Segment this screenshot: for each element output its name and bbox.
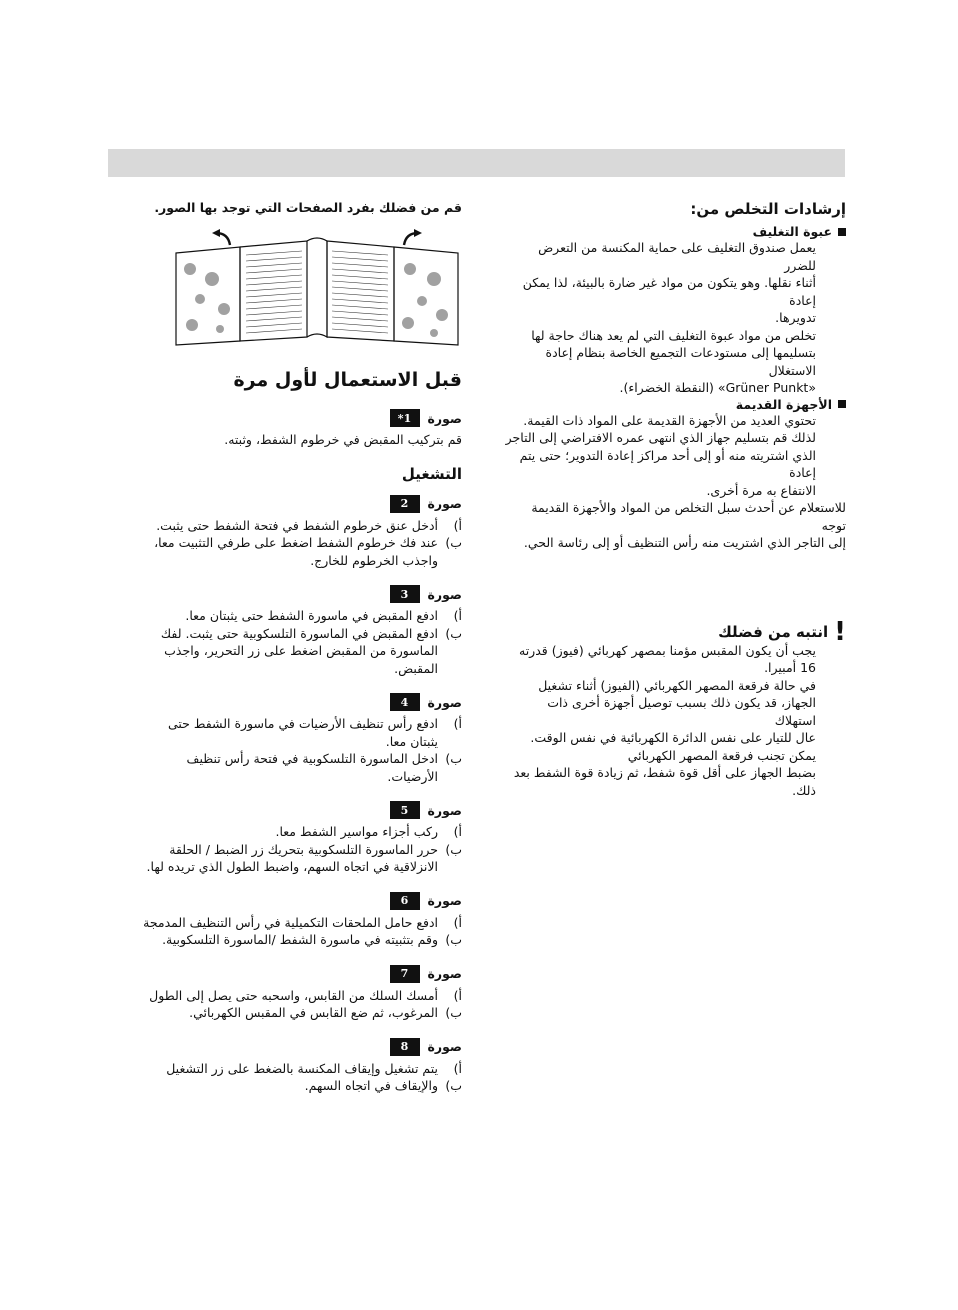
packaging-line: «Grüner Punkt» (النقطة الخضراء).	[619, 380, 816, 395]
figure-label-text: صورة	[427, 586, 462, 602]
figure-label	[140, 585, 462, 603]
step-letter: ب)	[445, 535, 462, 550]
warning-line: بضبط الجهاز على أقل قوة شفط، ثم زيادة قوة الشفط بعد	[513, 765, 816, 780]
figure-block	[140, 495, 462, 570]
step-item	[140, 931, 462, 949]
warning-line: يجب أن يكون المقبس مؤمنا بمصهر كهربائي (فيوز) قدرته	[519, 642, 816, 658]
warning-line: عال للتيار على نفس الدائرة الكهربائية في نفس الوقت.	[530, 730, 816, 745]
step-item	[140, 987, 462, 1005]
packaging-line: يعمل صندوق التغليف على حماية المكنسة من التعرض للضرر	[538, 240, 816, 273]
info-line: إلى التاجر الذي اشتريت منه رأس التنظيف أو إلى رئاسة الحي.	[523, 535, 846, 550]
figure-label-text: صورة	[427, 893, 462, 908]
step-letter: أ)	[453, 608, 462, 623]
step-letter: ب)	[445, 625, 462, 641]
figure-block	[140, 1038, 462, 1095]
warning-line: الجهاز، قد يكون ذلك بسبب توصيل أجهزة أخرى ذات استهلاك	[547, 695, 816, 728]
step-letter: ب)	[445, 841, 462, 857]
old-devices-line: لذلك قم بتسليم جهاز الذي انتهى عمره الافتراضي إلى التاجر	[505, 430, 816, 445]
step-text: ادخل الماسورة التلسكوبية في فتحة رأس تنظيف الأرضيات.	[186, 751, 438, 784]
foldout-pages-illustration	[172, 229, 462, 349]
figure-label-text: صورة	[427, 1039, 462, 1054]
bullet-square-icon	[838, 228, 846, 236]
packaging-title: عبوة التغليف	[752, 224, 832, 239]
step-item	[140, 607, 462, 625]
figure-label-text: صورة	[427, 802, 462, 818]
figure-number: 7	[390, 965, 420, 983]
figure-1-text: قم بتركيب المقبض في خرطوم الشفط، وثبته.	[224, 432, 462, 447]
packaging-line: تخلص من مواد عبوة التغليف التي لم يعد هناك حاجة لها	[531, 327, 816, 343]
figure-label	[140, 693, 462, 711]
info-text	[504, 499, 846, 552]
step-text: ادفع رأس تنظيف الأرضيات في ماسورة الشفط حتى يثبتان معا.	[167, 716, 438, 749]
figure-label-text: صورة	[427, 694, 462, 710]
step-text: ادفع المقبض في الماسورة التلسكوبية حتى يثبت. لفك الماسورة من المقبض اضغط على زر التحرير، واجذب المقبض.	[160, 625, 438, 676]
step-letter: ب)	[445, 1005, 462, 1020]
figure-block	[140, 801, 462, 876]
step-letter: ب)	[445, 1078, 462, 1093]
warning-section	[504, 616, 846, 800]
step-text: أمسك السلك من القابس، واسحبه حتى يصل إلى الطول	[149, 987, 438, 1003]
figure-label-text: صورة	[427, 966, 462, 981]
old-devices-heading	[504, 397, 846, 412]
figure-number: 4	[390, 693, 420, 711]
step-letter: ب)	[445, 751, 462, 766]
step-item	[140, 750, 462, 785]
before-first-use-title: قبل الاستعمال لأول مرة	[233, 369, 462, 391]
old-devices-text	[504, 412, 846, 500]
step-text: يتم تشغيل وإيقاف المكنسة بالضغط على زر التشغيل	[166, 1060, 438, 1076]
step-item	[140, 914, 462, 932]
operation-title: التشغيل	[401, 464, 462, 483]
step-text: ادفع حامل الملحقات التكميلية في رأس التنظيف المدمجة	[143, 914, 438, 930]
figure-number: 5	[390, 801, 420, 819]
figure-label	[140, 409, 462, 427]
warning-line: 16 أمبيرا.	[764, 660, 816, 675]
disposal-title: إرشادات التخلص من:	[690, 200, 846, 218]
step-text: وقم بتثبيته في ماسورة الشفط /الماسورة التلسكوبية.	[162, 932, 438, 947]
step-text: أدخل عنق خرطوم الشفط في فتحة الشفط حتى يثبت.	[156, 517, 438, 533]
old-devices-line: تحتوي العديد من الأجهزة القديمة على المواد ذات القيمة.	[523, 412, 816, 428]
step-text: ادفع المقبض في ماسورة الشفط حتى يثبتان معا.	[185, 608, 438, 623]
figure-block	[140, 585, 462, 677]
warning-title: انتبه من فضلك	[718, 622, 829, 641]
figure-block	[140, 965, 462, 1022]
old-devices-line: الانتفاع به مرة أخرى.	[706, 482, 816, 498]
figure-label-text: صورة	[427, 410, 462, 426]
figure-label	[140, 965, 462, 983]
figure-number: 8	[390, 1038, 420, 1056]
figure-number: 1*	[390, 409, 420, 427]
figure-number: 2	[390, 495, 420, 513]
figure-label-text: صورة	[427, 496, 462, 511]
disposal-column	[504, 200, 846, 799]
figure-label	[140, 892, 462, 910]
instructions-column	[140, 200, 462, 1111]
figure-label	[140, 1038, 462, 1056]
step-letter: أ)	[453, 716, 462, 731]
exclamation-icon: !	[834, 616, 846, 647]
figure-number: 3	[390, 585, 420, 603]
step-letter: أ)	[453, 987, 462, 1003]
packaging-heading	[504, 224, 846, 239]
bullet-square-icon	[838, 400, 846, 408]
step-text: والإيقاف في اتجاه السهم.	[304, 1078, 438, 1093]
figure-number: 6	[390, 892, 420, 910]
step-letter: أ)	[453, 517, 462, 533]
step-text: ركب أجزاء مواسير الشفط معا.	[275, 824, 438, 839]
warning-line: يمكن تجنب فرقعة المصهر الكهربائي	[627, 747, 816, 763]
figure-block	[140, 693, 462, 785]
step-text: المرغوب، ثم ضع القابس في المقبس الكهربائي.	[189, 1005, 438, 1020]
step-text: حرر الماسورة التلسكوبية بتحريك زر الضبط / الحلقة الانزلاقية في اتجاه السهم، واضبط الطول الذي تريده لها.	[146, 841, 438, 874]
step-item	[140, 1060, 462, 1078]
packaging-line: بتسليمها إلى مستودعات التجميع الخاصة بنظام إعادة الاستغلال	[545, 345, 816, 378]
step-letter: أ)	[453, 1060, 462, 1076]
figure-1-block	[140, 409, 462, 449]
packaging-line: تدويرها.	[775, 310, 816, 325]
warning-line: في حالة فرقعة المصهر الكهربائي (الفيوز) أثناء تشغيل	[538, 677, 816, 693]
warning-line: ذلك.	[792, 782, 816, 798]
step-text: عند فك خرطوم الشفط اضغط على طرفي التثبيت معا، واجذب الخرطوم للخارج.	[154, 535, 438, 568]
step-item	[140, 1077, 462, 1095]
packaging-text	[504, 239, 846, 397]
figure-label	[140, 495, 462, 513]
figure-label	[140, 801, 462, 819]
figure-block	[140, 892, 462, 949]
step-letter: ب)	[445, 932, 462, 947]
figures-list	[140, 495, 462, 1095]
packaging-line: أثناء نقلها. وهو يتكون من مواد غير ضارة بالبيئة، لذا يمكن إعادة	[522, 275, 816, 308]
step-item	[140, 715, 462, 750]
info-line: للاستعلام عن أحدث سبل التخلص من المواد والأجهزة القديمة توجه	[531, 500, 846, 533]
old-devices-line: الذي اشتريته منه أو إلى أحد مراكز إعادة التدوير؛ حتى يتم إعادة	[519, 447, 816, 480]
step-item	[140, 841, 462, 876]
step-item	[140, 625, 462, 678]
step-letter: أ)	[453, 914, 462, 930]
step-letter: أ)	[453, 824, 462, 839]
header-bar	[108, 149, 845, 177]
old-devices-title: الأجهزة القديمة	[735, 396, 832, 412]
intro-text: قم من فضلك بفرد الصفحات التي توجد بها الصور.	[154, 200, 462, 215]
step-item	[140, 534, 462, 569]
step-item	[140, 1004, 462, 1022]
step-item	[140, 823, 462, 841]
warning-text	[504, 642, 846, 800]
warning-heading	[504, 616, 846, 647]
step-item	[140, 517, 462, 535]
